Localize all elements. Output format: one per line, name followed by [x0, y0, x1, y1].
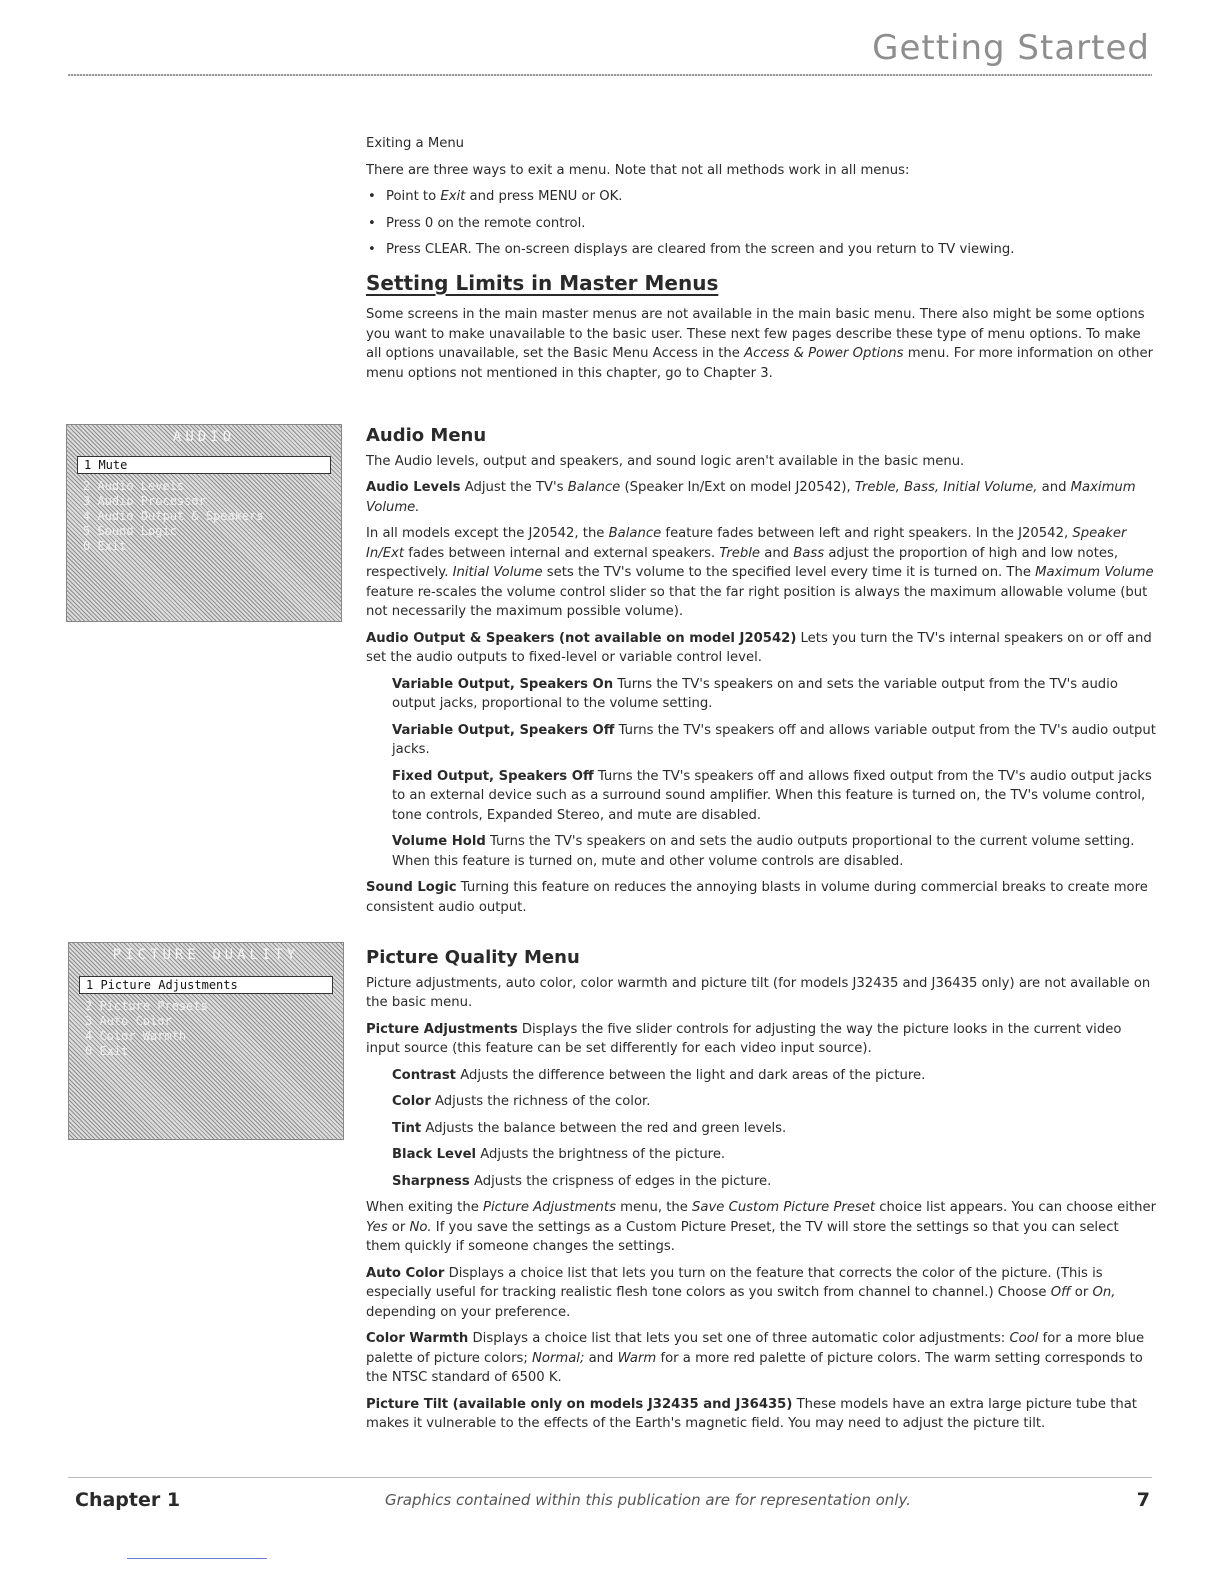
picture-heading: Picture Quality Menu — [366, 947, 580, 968]
picture-adjustments: Picture Adjustments Displays the five slider controls for adjusting the way the picture looks in the current video input source (this feature can be set differently for each video input source). — [366, 1021, 1122, 1056]
exit-intro: There are three ways to exit a menu. Note that not all methods work in all menus: — [366, 162, 910, 178]
osd-item: 3 Audio Processor — [83, 494, 206, 508]
fixed-output: Fixed Output, Speakers Off Turns the TV's speakers off and allows fixed output from the TV's audio output jacks to an external device such as a surround sound amplifier. When this feature is turned on, the TV's volume control, tone controls, Expanded Stereo, and mute are disabled. — [392, 768, 1152, 823]
black-level: Black Level Adjusts the brightness of the picture. — [392, 1147, 726, 1162]
volume-hold: Volume Hold Turns the TV's speakers on and sets the audio outputs proportional to the current volume setting. When this feature is turned on, mute and other volume controls are disabled. — [392, 834, 1135, 869]
picture-quality-menu-screenshot — [68, 942, 344, 1140]
osd-item: 2 Picture Presets — [85, 999, 208, 1013]
footer-link-underline — [127, 1558, 267, 1559]
audio-heading: Audio Menu — [366, 425, 487, 446]
osd-item: 3 Auto Color — [85, 1014, 172, 1028]
footer-rule — [68, 1477, 1152, 1478]
limits-heading: Setting Limits in Master Menus — [366, 270, 719, 295]
footer-note: Graphics contained within this publication are for representation only. — [385, 1491, 911, 1509]
audio-models: In all models except the J20542, the Balance feature fades between left and right speakers. In the J20542, Speaker In/Ext fades between internal and external speakers. Treble and Bass adjust the proportion of high and low notes, respectively. Initial Volume sets the TV's volume to the specified level every time it is turned on. The Maximum Volume feature re-scales the volume control slider so that the far right position is always the maximum allowable volume (but not necessarily the maximum possible volume). — [366, 526, 1154, 619]
osd-item: 2 Audio Levels — [83, 479, 185, 493]
variable-on: Variable Output, Speakers On Turns the TV's speakers on and sets the variable output from the TV's audio output jacks, proportional to the volume setting. — [392, 676, 1118, 711]
osd-selected-item: 1 Picture Adjustments — [79, 976, 333, 994]
exit-adjustments: When exiting the Picture Adjustments menu, the Save Custom Picture Preset choice list appears. You can choose either Yes or No. If you save the settings as a Custom Picture Preset, the TV will store the settings so that you can select them quickly if someone changes the settings. — [366, 1200, 1157, 1254]
osd-item: 4 Audio Output & Speakers — [83, 509, 264, 523]
osd-item: 5 Sound Logic — [83, 524, 177, 538]
osd-title: PICTURE QUALITY — [112, 947, 300, 963]
list-item: • Press CLEAR. The on-screen displays are cleared from the screen and you return to TV viewing. — [366, 240, 1156, 260]
color-warmth: Color Warmth Displays a choice list that lets you set one of three automatic color adjustments: Cool for a more blue palette of picture colors; Normal; and Warm for a more red palette of picture colors. The warm setting corresponds to the NTSC standard of 6500 K. — [366, 1331, 1145, 1385]
audio-levels: Audio Levels Adjust the TV's Balance (Speaker In/Ext on model J20542), Treble, Bass, Initial Volume, and Maximum Volume. — [366, 480, 1136, 515]
page-number: 7 — [1136, 1489, 1150, 1511]
variable-off: Variable Output, Speakers Off Turns the TV's speakers off and allows variable output from the TV's audio output jacks. — [392, 722, 1156, 757]
picture-intro: Picture adjustments, auto color, color warmth and picture tilt (for models J32435 and J36435 only) are not available on the basic menu. — [366, 975, 1151, 1010]
audio-menu-screenshot — [66, 424, 342, 622]
picture-tilt: Picture Tilt (available only on models J32435 and J36435) These models have an extra large picture tube that makes it vulnerable to the effects of the Earth's magnetic field. You may need to adjust the picture tilt. — [366, 1396, 1137, 1431]
sound-logic: Sound Logic Turning this feature on reduces the annoying blasts in volume during commercial breaks to create more consistent audio output. — [366, 880, 1148, 915]
osd-selected-item: 1 Mute — [77, 456, 331, 474]
list-item: • Point to Exit and press MENU or OK. — [366, 187, 1156, 207]
exit-list — [366, 187, 1156, 260]
tint: Tint Adjusts the balance between the red and green levels. — [392, 1120, 787, 1136]
auto-color: Auto Color Displays a choice list that lets you turn on the feature that corrects the color of the picture. (This is especially useful for tracking realistic flesh tone colors as you switch from channel to channel.) Choose Off or On, depending on your preference. — [366, 1265, 1116, 1320]
audio-output: Audio Output & Speakers (not available on model J20542) Lets you turn the TV's internal speakers on or off and set the audio outputs to fixed-level or variable control level. — [366, 630, 1152, 665]
osd-title: AUDIO — [172, 429, 236, 445]
osd-item: 0 Exit — [85, 1044, 129, 1058]
osd-item: 0 Exit — [83, 539, 127, 553]
page-header-title: Getting Started — [872, 28, 1150, 68]
limits-paragraph: Some screens in the main master menus are not available in the main basic menu. There also might be some options you want to make unavailable to the basic user. These next few pages describe these type of menu options. To make all options unavailable, set the Basic Menu Access in the Access & Power Options menu. For more information on other menu options not mentioned in this chapter, go to Chapter 3. — [366, 307, 1153, 381]
list-item: • Press 0 on the remote control. — [366, 214, 1156, 234]
audio-intro: The Audio levels, output and speakers, and sound logic aren't available in the basic menu. — [366, 453, 965, 469]
contrast: Contrast Adjusts the difference between the light and dark areas of the picture. — [392, 1067, 926, 1083]
upper-text-column — [366, 134, 1156, 390]
color: Color Adjusts the richness of the color. — [392, 1094, 651, 1109]
exit-heading: Exiting a Menu — [366, 136, 465, 151]
chapter-label: Chapter 1 — [75, 1489, 181, 1511]
osd-item: 4 Color Warmth — [85, 1029, 187, 1043]
sharpness: Sharpness Adjusts the crispness of edges in the picture. — [392, 1173, 772, 1189]
audio-section — [366, 414, 1156, 924]
header-rule — [68, 74, 1152, 76]
picture-section — [366, 936, 1156, 1441]
